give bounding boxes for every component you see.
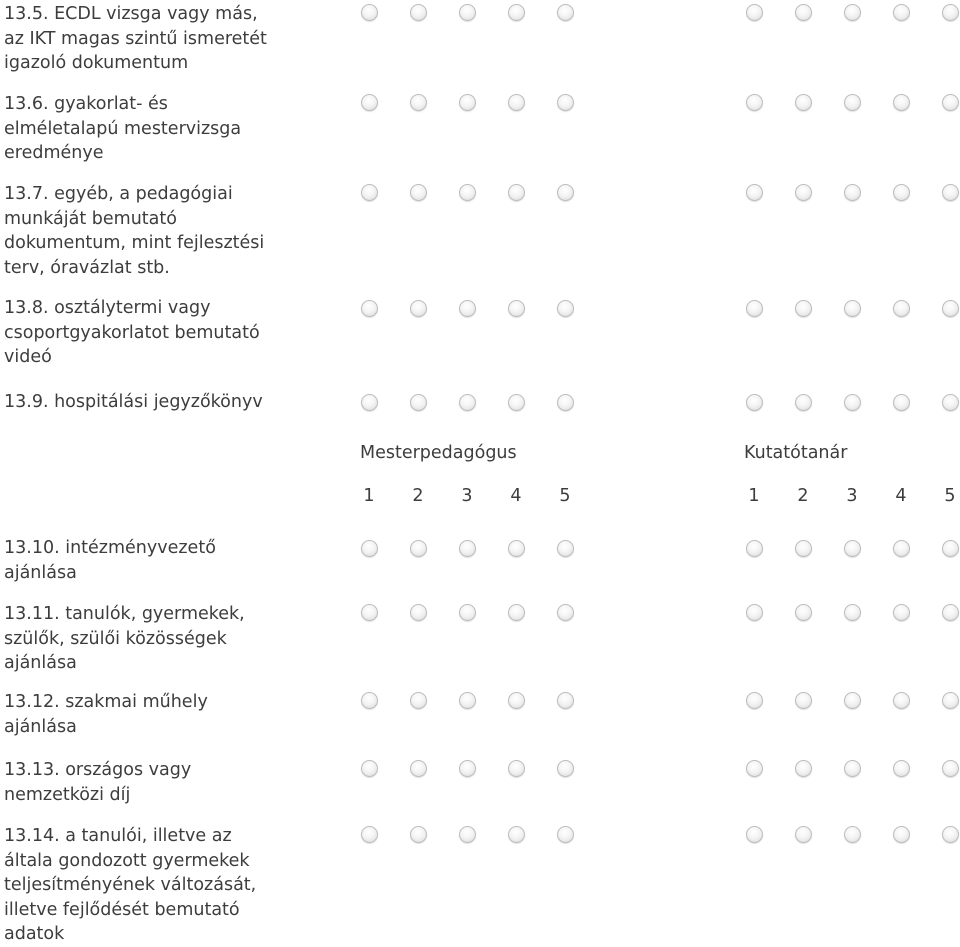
radio-mesterpedagogus-4[interactable] — [508, 94, 525, 111]
radio-mesterpedagogus-4[interactable] — [508, 826, 525, 843]
radio-mesterpedagogus-2[interactable] — [410, 604, 427, 621]
radio-mesterpedagogus-5[interactable] — [557, 94, 574, 111]
radio-mesterpedagogus-4[interactable] — [508, 760, 525, 777]
radio-mesterpedagogus-5[interactable] — [557, 692, 574, 709]
radio-kutatotanar-3[interactable] — [844, 184, 861, 201]
radio-mesterpedagogus-2[interactable] — [410, 4, 427, 21]
radio-kutatotanar-5[interactable] — [942, 394, 959, 411]
scale-header-mesterpedagogus-1: 1 — [363, 486, 375, 506]
radio-mesterpedagogus-2[interactable] — [410, 760, 427, 777]
radio-mesterpedagogus-3[interactable] — [459, 4, 476, 21]
question-label: 13.5. ECDL vizsga vagy más, az IKT magas szintű ismeretét igazoló dokumentum — [4, 4, 267, 73]
radio-mesterpedagogus-1[interactable] — [361, 184, 378, 201]
radio-mesterpedagogus-2[interactable] — [410, 540, 427, 557]
radio-mesterpedagogus-4[interactable] — [508, 184, 525, 201]
question-label: 13.9. hospitálási jegyzőkönyv — [4, 392, 263, 412]
radio-kutatotanar-4[interactable] — [893, 692, 910, 709]
radio-kutatotanar-3[interactable] — [844, 540, 861, 557]
question-label: 13.11. tanulók, gyermekek, szülők, szülői közösségek ajánlása — [4, 604, 245, 673]
radio-mesterpedagogus-3[interactable] — [459, 540, 476, 557]
column-group-title-kutatotanar: Kutatótanár — [744, 443, 848, 463]
scale-header-mesterpedagogus-2: 2 — [412, 486, 424, 506]
radio-kutatotanar-1[interactable] — [746, 94, 763, 111]
radio-kutatotanar-5[interactable] — [942, 760, 959, 777]
radio-kutatotanar-2[interactable] — [795, 300, 812, 317]
radio-kutatotanar-3[interactable] — [844, 826, 861, 843]
radio-mesterpedagogus-1[interactable] — [361, 692, 378, 709]
radio-kutatotanar-4[interactable] — [893, 4, 910, 21]
radio-mesterpedagogus-3[interactable] — [459, 300, 476, 317]
radio-mesterpedagogus-3[interactable] — [459, 94, 476, 111]
radio-mesterpedagogus-3[interactable] — [459, 184, 476, 201]
radio-kutatotanar-2[interactable] — [795, 826, 812, 843]
radio-mesterpedagogus-1[interactable] — [361, 604, 378, 621]
radio-kutatotanar-3[interactable] — [844, 394, 861, 411]
radio-mesterpedagogus-1[interactable] — [361, 394, 378, 411]
radio-kutatotanar-4[interactable] — [893, 540, 910, 557]
radio-mesterpedagogus-4[interactable] — [508, 394, 525, 411]
radio-kutatotanar-1[interactable] — [746, 4, 763, 21]
radio-mesterpedagogus-5[interactable] — [557, 300, 574, 317]
radio-kutatotanar-1[interactable] — [746, 184, 763, 201]
scale-header-kutatotanar-3: 3 — [846, 486, 858, 506]
question-label: 13.6. gyakorlat- és elméletalapú mestervizsga eredménye — [4, 94, 242, 163]
radio-kutatotanar-5[interactable] — [942, 826, 959, 843]
radio-mesterpedagogus-3[interactable] — [459, 604, 476, 621]
radio-mesterpedagogus-1[interactable] — [361, 540, 378, 557]
radio-kutatotanar-5[interactable] — [942, 300, 959, 317]
radio-mesterpedagogus-5[interactable] — [557, 394, 574, 411]
radio-kutatotanar-5[interactable] — [942, 94, 959, 111]
radio-kutatotanar-2[interactable] — [795, 4, 812, 21]
radio-kutatotanar-2[interactable] — [795, 692, 812, 709]
radio-kutatotanar-1[interactable] — [746, 692, 763, 709]
scale-header-mesterpedagogus-4: 4 — [510, 486, 522, 506]
radio-mesterpedagogus-3[interactable] — [459, 692, 476, 709]
radio-kutatotanar-3[interactable] — [844, 300, 861, 317]
radio-kutatotanar-3[interactable] — [844, 94, 861, 111]
radio-mesterpedagogus-4[interactable] — [508, 604, 525, 621]
radio-mesterpedagogus-2[interactable] — [410, 94, 427, 111]
column-group-title-mesterpedagogus: Mesterpedagógus — [360, 443, 517, 463]
radio-mesterpedagogus-2[interactable] — [410, 184, 427, 201]
radio-mesterpedagogus-1[interactable] — [361, 4, 378, 21]
scale-header-kutatotanar-5: 5 — [944, 486, 956, 506]
radio-kutatotanar-5[interactable] — [942, 540, 959, 557]
radio-mesterpedagogus-2[interactable] — [410, 300, 427, 317]
radio-kutatotanar-4[interactable] — [893, 604, 910, 621]
radio-kutatotanar-2[interactable] — [795, 604, 812, 621]
radio-mesterpedagogus-4[interactable] — [508, 692, 525, 709]
radio-mesterpedagogus-1[interactable] — [361, 826, 378, 843]
radio-mesterpedagogus-5[interactable] — [557, 760, 574, 777]
radio-kutatotanar-2[interactable] — [795, 94, 812, 111]
radio-kutatotanar-4[interactable] — [893, 760, 910, 777]
radio-kutatotanar-1[interactable] — [746, 540, 763, 557]
question-label: 13.12. szakmai műhely ajánlása — [4, 692, 208, 737]
radio-kutatotanar-5[interactable] — [942, 184, 959, 201]
radio-kutatotanar-4[interactable] — [893, 394, 910, 411]
radio-mesterpedagogus-1[interactable] — [361, 300, 378, 317]
question-label: 13.13. országos vagy nemzetközi díj — [4, 760, 192, 805]
question-label: 13.7. egyéb, a pedagógiai munkáját bemutató dokumentum, mint fejlesztési terv, óravázlat stb. — [4, 184, 265, 278]
radio-mesterpedagogus-1[interactable] — [361, 760, 378, 777]
radio-kutatotanar-2[interactable] — [795, 760, 812, 777]
radio-kutatotanar-4[interactable] — [893, 94, 910, 111]
radio-kutatotanar-4[interactable] — [893, 184, 910, 201]
radio-kutatotanar-5[interactable] — [942, 4, 959, 21]
scale-header-mesterpedagogus-5: 5 — [559, 486, 571, 506]
radio-kutatotanar-1[interactable] — [746, 760, 763, 777]
radio-mesterpedagogus-3[interactable] — [459, 826, 476, 843]
scale-header-mesterpedagogus-3: 3 — [461, 486, 473, 506]
radio-kutatotanar-2[interactable] — [795, 540, 812, 557]
radio-kutatotanar-3[interactable] — [844, 4, 861, 21]
radio-kutatotanar-2[interactable] — [795, 394, 812, 411]
radio-mesterpedagogus-5[interactable] — [557, 540, 574, 557]
radio-kutatotanar-1[interactable] — [746, 826, 763, 843]
radio-kutatotanar-1[interactable] — [746, 300, 763, 317]
radio-kutatotanar-3[interactable] — [844, 760, 861, 777]
question-label: 13.14. a tanulói, illetve az általa gondozott gyermekek teljesítményének változását, illetve fejlődését bemutató adatok — [4, 826, 257, 944]
radio-mesterpedagogus-2[interactable] — [410, 394, 427, 411]
radio-kutatotanar-3[interactable] — [844, 692, 861, 709]
radio-mesterpedagogus-2[interactable] — [410, 692, 427, 709]
radio-mesterpedagogus-4[interactable] — [508, 540, 525, 557]
scale-header-kutatotanar-1: 1 — [748, 486, 760, 506]
radio-mesterpedagogus-3[interactable] — [459, 394, 476, 411]
radio-kutatotanar-1[interactable] — [746, 604, 763, 621]
radio-kutatotanar-1[interactable] — [746, 394, 763, 411]
radio-mesterpedagogus-5[interactable] — [557, 604, 574, 621]
scale-header-kutatotanar-2: 2 — [797, 486, 809, 506]
radio-mesterpedagogus-2[interactable] — [410, 826, 427, 843]
radio-mesterpedagogus-5[interactable] — [557, 4, 574, 21]
radio-kutatotanar-4[interactable] — [893, 300, 910, 317]
radio-kutatotanar-3[interactable] — [844, 604, 861, 621]
radio-mesterpedagogus-4[interactable] — [508, 300, 525, 317]
radio-kutatotanar-2[interactable] — [795, 184, 812, 201]
radio-kutatotanar-5[interactable] — [942, 604, 959, 621]
question-label: 13.8. osztálytermi vagy csoportgyakorlatot bemutató videó — [4, 298, 260, 367]
radio-kutatotanar-4[interactable] — [893, 826, 910, 843]
scale-header-kutatotanar-4: 4 — [895, 486, 907, 506]
radio-mesterpedagogus-1[interactable] — [361, 94, 378, 111]
question-label: 13.10. intézményvezető ajánlása — [4, 538, 216, 583]
radio-mesterpedagogus-4[interactable] — [508, 4, 525, 21]
radio-mesterpedagogus-3[interactable] — [459, 760, 476, 777]
radio-mesterpedagogus-5[interactable] — [557, 184, 574, 201]
radio-mesterpedagogus-5[interactable] — [557, 826, 574, 843]
radio-kutatotanar-5[interactable] — [942, 692, 959, 709]
